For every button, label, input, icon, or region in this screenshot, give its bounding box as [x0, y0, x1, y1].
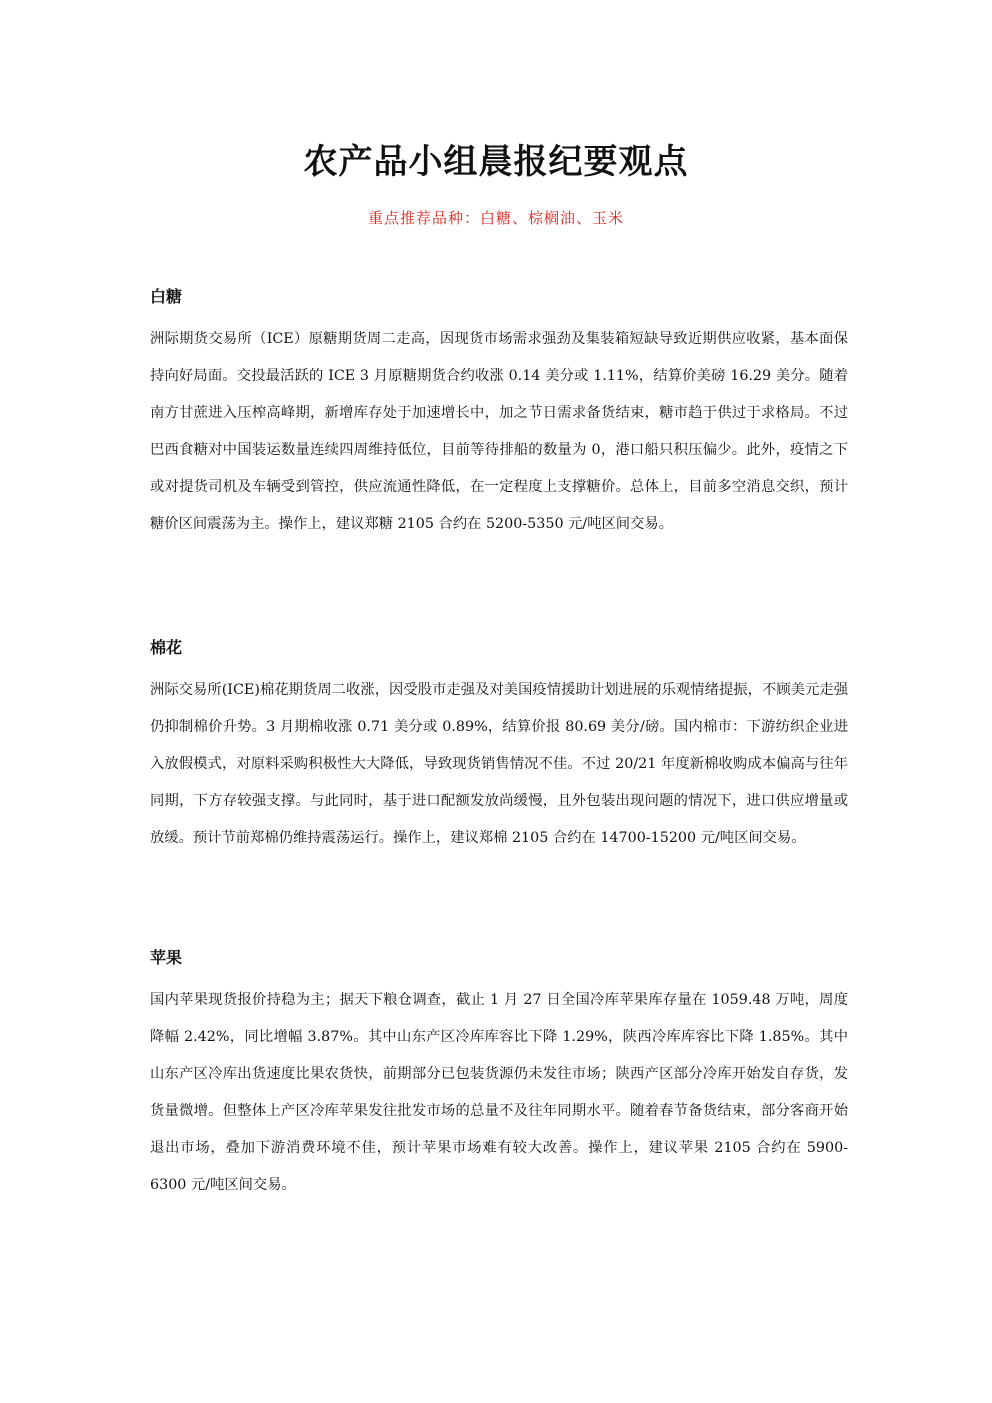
recommended-varieties: 重点推荐品种：白糖、棕榈油、玉米 [367, 209, 624, 227]
section-apple [150, 945, 848, 1204]
section-cotton [150, 635, 848, 857]
section-heading-apple: 苹果 [150, 948, 183, 967]
section-body-sugar: 洲际期货交易所（ICE）原糖期货周二走高，因现货市场需求强劲及集装箱短缺导致近期供应收紧，基本面保持向好局面。交投最活跃的 ICE 3 月原糖期货合约收涨 0.14 美分或 1.11%，结算价美磅 16.29 美分。随着南方甘蔗进入压榨高峰期，新增库存处于加速增长中，加之节日需求备货结束，糖市趋于供过于求格局。不过巴西食糖对中国装运数量连续四周维持低位，目前等待排船的数量为 0，港口船只积压偏少。此外，疫情之下或对提货司机及车辆受到管控，供应流通性降低，在一定程度上支撑糖价。总体上，目前多空消息交织，预计糖价区间震荡为主。操作上，建议郑糖 2105 合约在 5200-5350 元/吨区间交易。 [150, 331, 848, 532]
section-sugar [150, 284, 848, 543]
page-title: 农产品小组晨报纪要观点 [303, 142, 689, 182]
section-body-apple: 国内苹果现货报价持稳为主；据天下粮仓调查，截止 1 月 27 日全国冷库苹果库存量在 1059.48 万吨，周度降幅 2.42%，同比增幅 3.87%。其中山东产区冷库库容比下降 1.29%，陕西冷库库容比下降 1.85%。其中山东产区冷库出货速度比果农货快，前期部分已包装货源仍未发往市场；陕西产区部分冷库开始发自存货，发货量微增。但整体上产区冷库苹果发往批发市场的总量不及往年同期水平。随着春节备货结束，部分客商开始退出市场，叠加下游消费环境不佳，预计苹果市场难有较大改善。操作上，建议苹果 2105 合约在 5900-6300 元/吨区间交易。 [150, 992, 848, 1193]
section-body-cotton: 洲际交易所(ICE)棉花期货周二收涨，因受股市走强及对美国疫情援助计划进展的乐观情绪提振，不顾美元走强仍抑制棉价升势。3 月期棉收涨 0.71 美分或 0.89%，结算价报 80.69 美分/磅。国内棉市：下游纺织企业进入放假模式，对原料采购积极性大大降低，导致现货销售情况不佳。不过 20/21 年度新棉收购成本偏高与往年同期，下方存较强支撑。与此同时，基于进口配额发放尚缓慢，且外包装出现问题的情况下，进口供应增量或放缓。预计节前郑棉仍维持震荡运行。操作上，建议郑棉 2105 合约在 14700-15200 元/吨区间交易。 [150, 682, 848, 846]
section-heading-cotton: 棉花 [150, 638, 183, 657]
section-heading-sugar: 白糖 [150, 287, 183, 306]
